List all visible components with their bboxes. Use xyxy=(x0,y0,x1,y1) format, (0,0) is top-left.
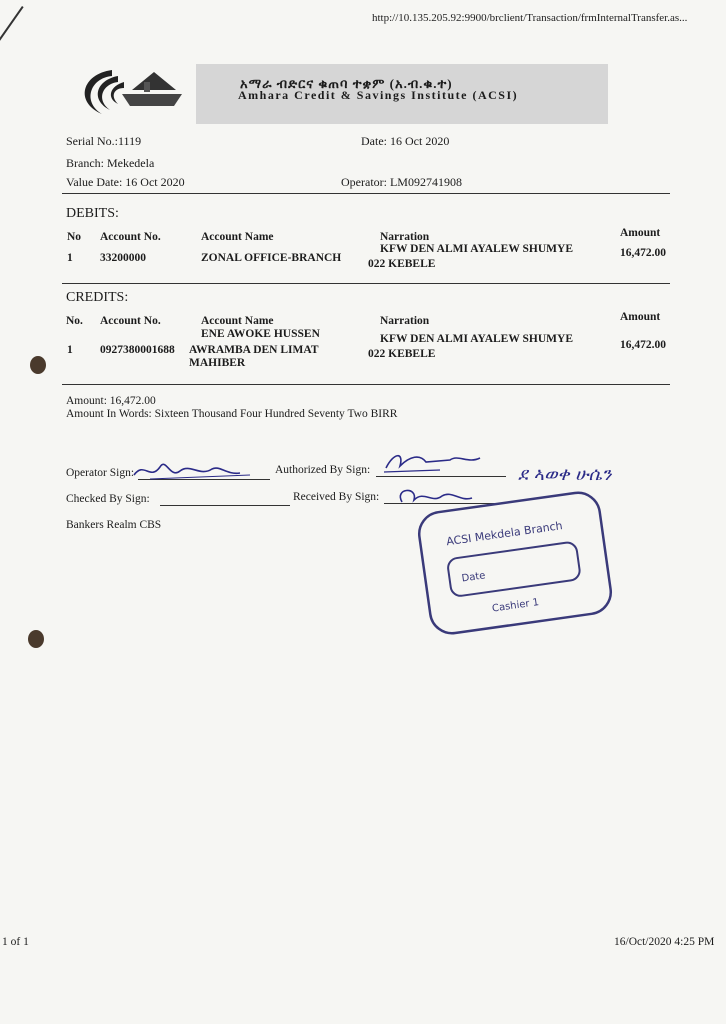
stamp-line1: ACSI Mekdela Branch xyxy=(445,519,564,549)
debits-header-amount: Amount xyxy=(620,227,661,239)
debits-row-amount: 16,472.00 xyxy=(620,247,666,259)
authorized-sign-label: Authorized By Sign: xyxy=(275,464,371,476)
stamp-line3: Cashier 1 xyxy=(491,597,540,615)
credits-header-amount: Amount xyxy=(620,311,661,323)
branch: Branch: Mekedela xyxy=(66,156,155,170)
title-english: Amhara Credit & Savings Institute (ACSI) xyxy=(238,88,519,102)
acsi-logo-icon xyxy=(72,62,188,120)
operator-signature-icon xyxy=(130,455,270,485)
debits-row-account-name: ZONAL OFFICE-BRANCH xyxy=(201,252,342,264)
debits-row-account-no: 33200000 xyxy=(100,252,146,264)
checked-sign-line xyxy=(160,505,290,506)
divider xyxy=(62,193,670,194)
total-amount: Amount: 16,472.00 xyxy=(66,395,156,407)
serial-number: Serial No.:1119 xyxy=(66,134,142,148)
divider xyxy=(62,384,670,385)
title-amharic: አማራ ብድርና ቁጠባ ተቋም (አ.ብ.ቁ.ተ) xyxy=(240,76,453,91)
handwritten-name: ደ ኣወቀ ሁሴን xyxy=(518,464,612,485)
credits-row-amount: 16,472.00 xyxy=(620,339,666,351)
credits-header-account-name: Account Name xyxy=(201,315,274,327)
debits-row-narration-1: KFW DEN ALMI AYALEW SHUMYE xyxy=(380,243,573,255)
credits-header-account-no: Account No. xyxy=(100,315,161,327)
credits-row-account-name-2: AWRAMBA DEN LIMAT xyxy=(189,344,319,356)
received-sign-label: Received By Sign: xyxy=(293,491,380,503)
credits-row-account-name-1: ENE AWOKE HUSSEN xyxy=(201,328,320,340)
debits-header-account-no: Account No. xyxy=(100,231,161,243)
debits-title: DEBITS: xyxy=(66,206,119,221)
checked-sign-label: Checked By Sign: xyxy=(66,493,150,505)
pen-mark xyxy=(0,6,24,43)
debits-row-no: 1 xyxy=(67,252,73,264)
page-url: http://10.135.205.92:9900/brclient/Transaction/frmInternalTransfer.as... xyxy=(372,12,688,24)
credits-row-no: 1 xyxy=(67,344,73,356)
credits-title: CREDITS: xyxy=(66,290,129,305)
page-count: 1 of 1 xyxy=(2,936,29,948)
value-date: Value Date: 16 Oct 2020 xyxy=(66,175,185,189)
binder-hole xyxy=(28,630,44,648)
debits-header-narration: Narration xyxy=(380,231,430,243)
authorized-signature-icon xyxy=(380,448,490,478)
print-timestamp: 16/Oct/2020 4:25 PM xyxy=(614,936,715,948)
debits-header-no: No xyxy=(67,231,82,243)
operator-sign-label: Operator Sign: xyxy=(66,467,135,479)
credits-row-narration-2: 022 KEBELE xyxy=(368,348,436,360)
operator-id: Operator: LM092741908 xyxy=(341,175,462,189)
branch-stamp-icon xyxy=(412,485,618,640)
system-name: Bankers Realm CBS xyxy=(66,519,162,531)
debits-row-narration-2: 022 KEBELE xyxy=(368,258,436,270)
binder-hole xyxy=(30,356,46,374)
credits-header-narration: Narration xyxy=(380,315,430,327)
stamp-line2: Date xyxy=(460,570,487,585)
credits-row-narration-1: KFW DEN ALMI AYALEW SHUMYE xyxy=(380,333,573,345)
credits-row-account-no: 0927380001688 xyxy=(100,344,175,356)
document-date: Date: 16 Oct 2020 xyxy=(361,134,450,148)
amount-in-words: Amount In Words: Sixteen Thousand Four Hundred Seventy Two BIRR xyxy=(66,408,398,420)
debits-header-account-name: Account Name xyxy=(201,231,274,243)
credits-row-account-name-3: MAHIBER xyxy=(189,357,246,369)
credits-header-no: No. xyxy=(66,315,83,327)
divider xyxy=(62,283,670,284)
